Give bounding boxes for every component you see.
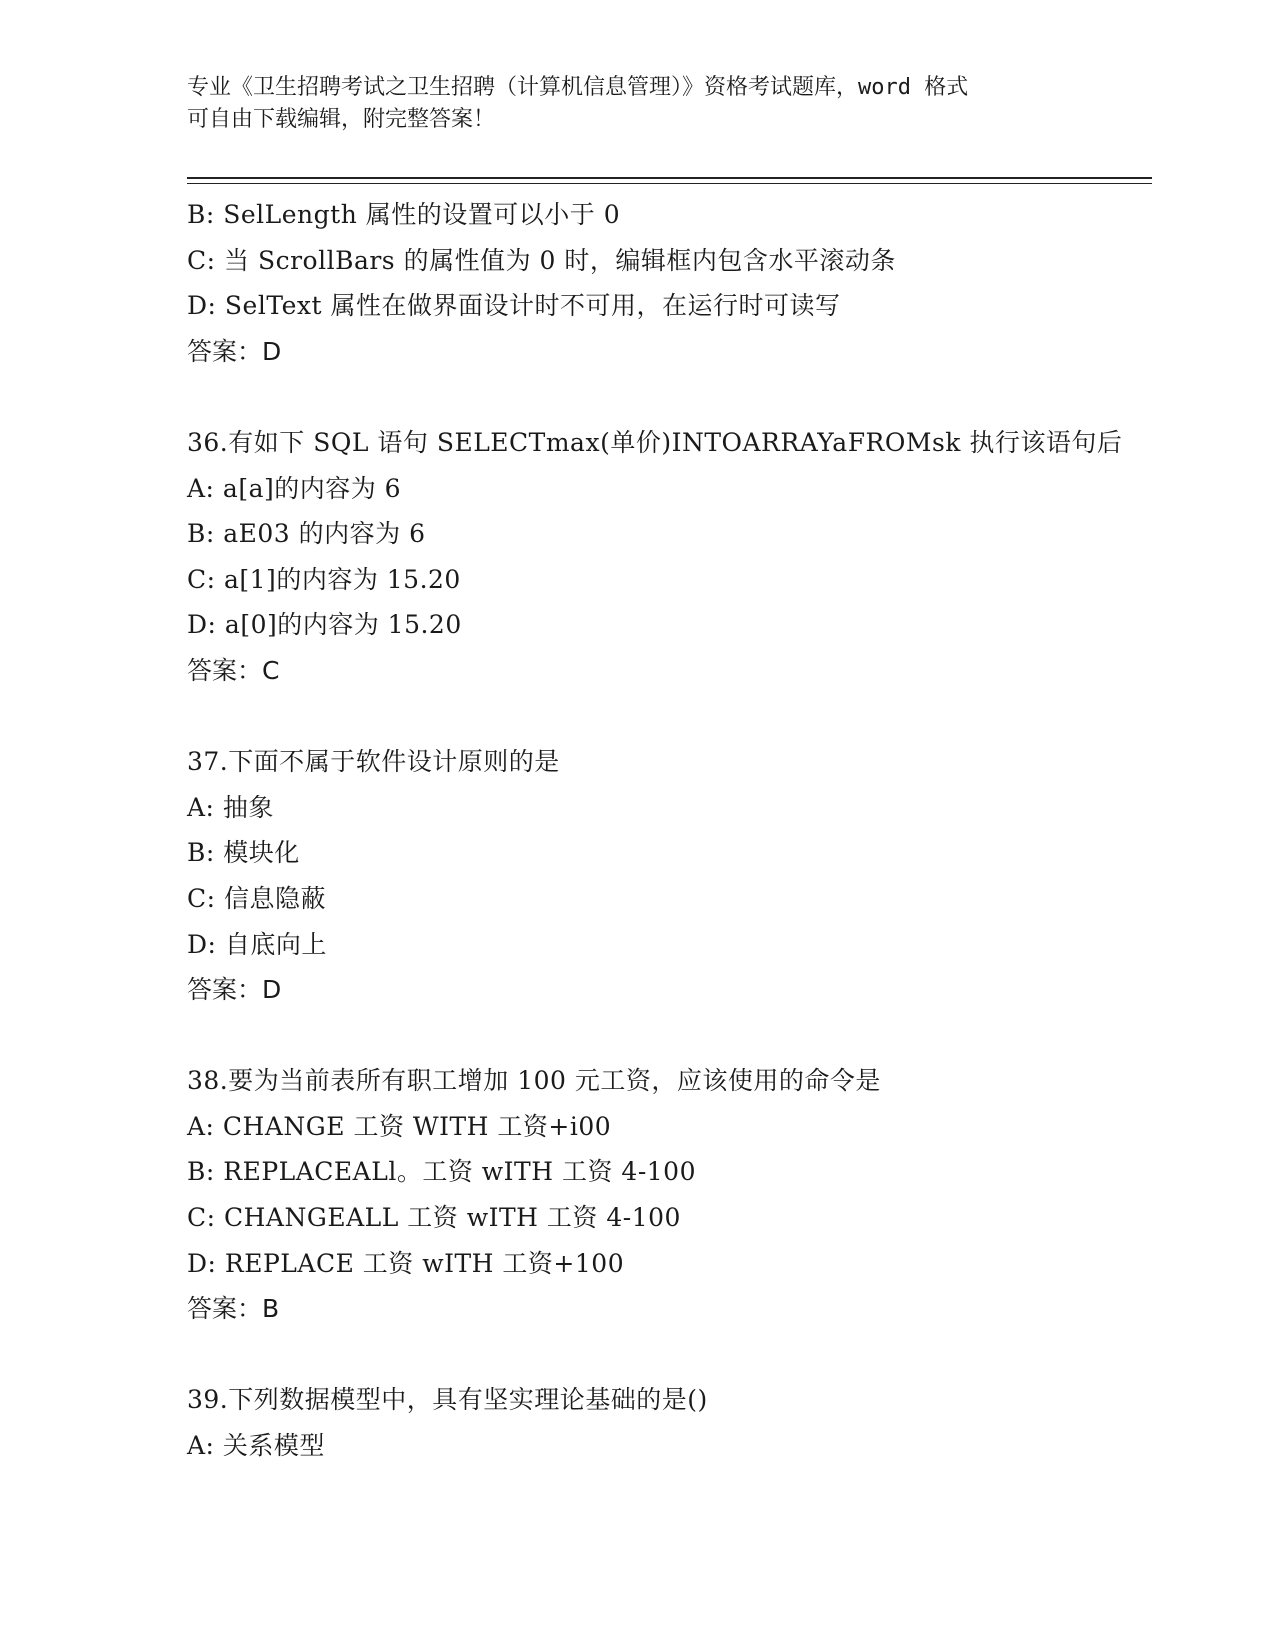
header-divider [187,177,1152,184]
question-block [187,192,1147,374]
question-list [187,192,1147,1469]
option-d: D: REPLACE 工资 wITH 工资+100 [187,1248,625,1278]
spacer [187,694,1147,740]
option-b: B: aE03 的内容为 6 [187,519,426,549]
spacer [187,1013,1147,1059]
answer-line: 答案：D [187,975,282,1005]
spacer [187,374,1147,420]
answer-line: 答案：C [187,655,280,685]
option-d: D: a[0]的内容为 15.20 [187,610,462,640]
option-a: A: a[a]的内容为 6 [187,473,402,503]
question-text: 38.要为当前表所有职工增加 100 元工资，应该使用的命令是 [187,1066,881,1096]
question-text: 39.下列数据模型中，具有坚实理论基础的是() [187,1385,708,1415]
question-block [187,1058,1147,1332]
option-c: C: 当 ScrollBars 的属性值为 0 时，编辑框内包含水平滚动条 [187,245,896,275]
option-b: B: SelLength 属性的设置可以小于 0 [187,200,621,229]
document-header [187,72,1087,136]
question-text: 37.下面不属于软件设计原则的是 [187,747,560,777]
option-a: A: CHANGE 工资 WITH 工资+i00 [187,1111,612,1141]
option-a: A: 抽象 [187,792,274,822]
header-line-1: 专业《卫生招聘考试之卫生招聘（计算机信息管理）》资格考试题库，word 格式 [187,75,969,100]
question-text: 36.有如下 SQL 语句 SELECTmax(单价)INTOARRAYaFROMsk 执行该语句后 [187,427,1123,457]
answer-line: 答案：D [187,336,282,366]
answer-line: 答案：B [187,1294,280,1324]
question-block [187,1377,1147,1468]
question-block [187,739,1147,1013]
option-d: D: SelText 属性在做界面设计时不可用，在运行时可读写 [187,291,841,321]
option-d: D: 自底向上 [187,929,327,959]
header-line-2: 可自由下载编辑，附完整答案！ [187,107,496,132]
option-c: C: CHANGEALL 工资 wITH 工资 4-100 [187,1203,681,1233]
option-c: C: a[1]的内容为 15.20 [187,564,461,594]
option-a: A: 关系模型 [187,1431,325,1461]
option-b: B: REPLACEALl。工资 wITH 工资 4-100 [187,1157,696,1187]
question-block [187,420,1147,694]
option-c: C: 信息隐蔽 [187,883,326,913]
option-b: B: 模块化 [187,838,300,868]
spacer [187,1332,1147,1378]
